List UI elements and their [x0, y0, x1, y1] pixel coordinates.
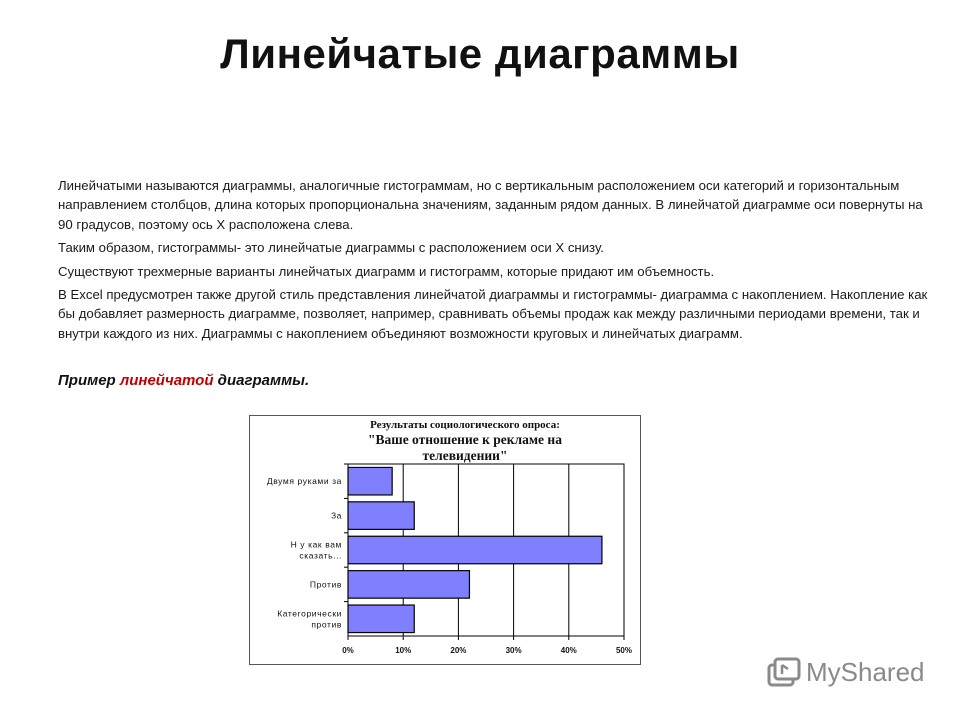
myshared-logo-icon: [766, 656, 802, 692]
example-accent: линейчатой: [119, 372, 214, 389]
y-tick-label: За: [330, 510, 342, 521]
y-tick-label: Против: [309, 579, 342, 590]
y-tick-label: Н у как вам: [290, 539, 342, 550]
body-text: [58, 176, 928, 347]
bar: [348, 467, 392, 495]
bar: [348, 536, 602, 564]
chart-subtitle: "Ваше отношение к рекламе на телевидении": [368, 432, 562, 463]
chart-title-line: Результаты социологического опроса:: [370, 419, 560, 431]
y-tick-label: Двумя руками за: [266, 476, 342, 487]
bar-chart: [250, 416, 640, 664]
watermark: [766, 654, 936, 694]
bar: [348, 605, 414, 633]
example-caption: [58, 372, 309, 389]
paragraph: В Excel предусмотрен также другой стиль представления линейчатой диаграммы и гистограммы- диаграмма с накоплением. Накопление как бы добавляет размерность диаграмме, позволяет, например, сравнивать объемы продаж как между различными периодами времени, так и внутри каждого из них. Диаграммы с накоплением объединяют возможности круговых и линейчатых диаграмм.: [58, 287, 928, 341]
y-tick-label: сказать...: [299, 550, 342, 561]
bar: [348, 502, 414, 530]
example-suffix: диаграммы.: [213, 372, 310, 389]
paragraph: Линейчатыми называются диаграммы, аналогичные гистограммам, но с вертикальным расположением оси категорий и горизонтальным направлением столбцов, длина которых пропорциональна значениям, заданным рядом данных. В линейчатой диаграмме оси повернуты на 90 градусов, поэтому ось X расположена слева.: [58, 178, 923, 232]
x-tick-label: 0%: [342, 646, 354, 655]
paragraph: Существуют трехмерные варианты линейчатых диаграмм и гистограмм, которые придают им объемность.: [58, 263, 715, 279]
x-tick-label: 40%: [560, 646, 577, 655]
bar: [348, 571, 469, 599]
x-tick-label: 50%: [615, 646, 633, 655]
y-tick-label: против: [311, 619, 342, 630]
watermark-text: MyShared: [806, 657, 925, 687]
paragraph: Таким образом, гистограммы- это линейчатые диаграммы с расположением оси X снизу.: [58, 240, 604, 256]
example-prefix: Пример: [58, 372, 120, 389]
slide-title: Линейчатые диаграммы: [220, 30, 740, 77]
x-tick-label: 20%: [450, 646, 467, 655]
x-tick-label: 10%: [395, 646, 412, 655]
x-tick-label: 30%: [505, 646, 522, 655]
chart-frame: [249, 415, 641, 665]
y-tick-label: Категорически: [277, 608, 342, 619]
